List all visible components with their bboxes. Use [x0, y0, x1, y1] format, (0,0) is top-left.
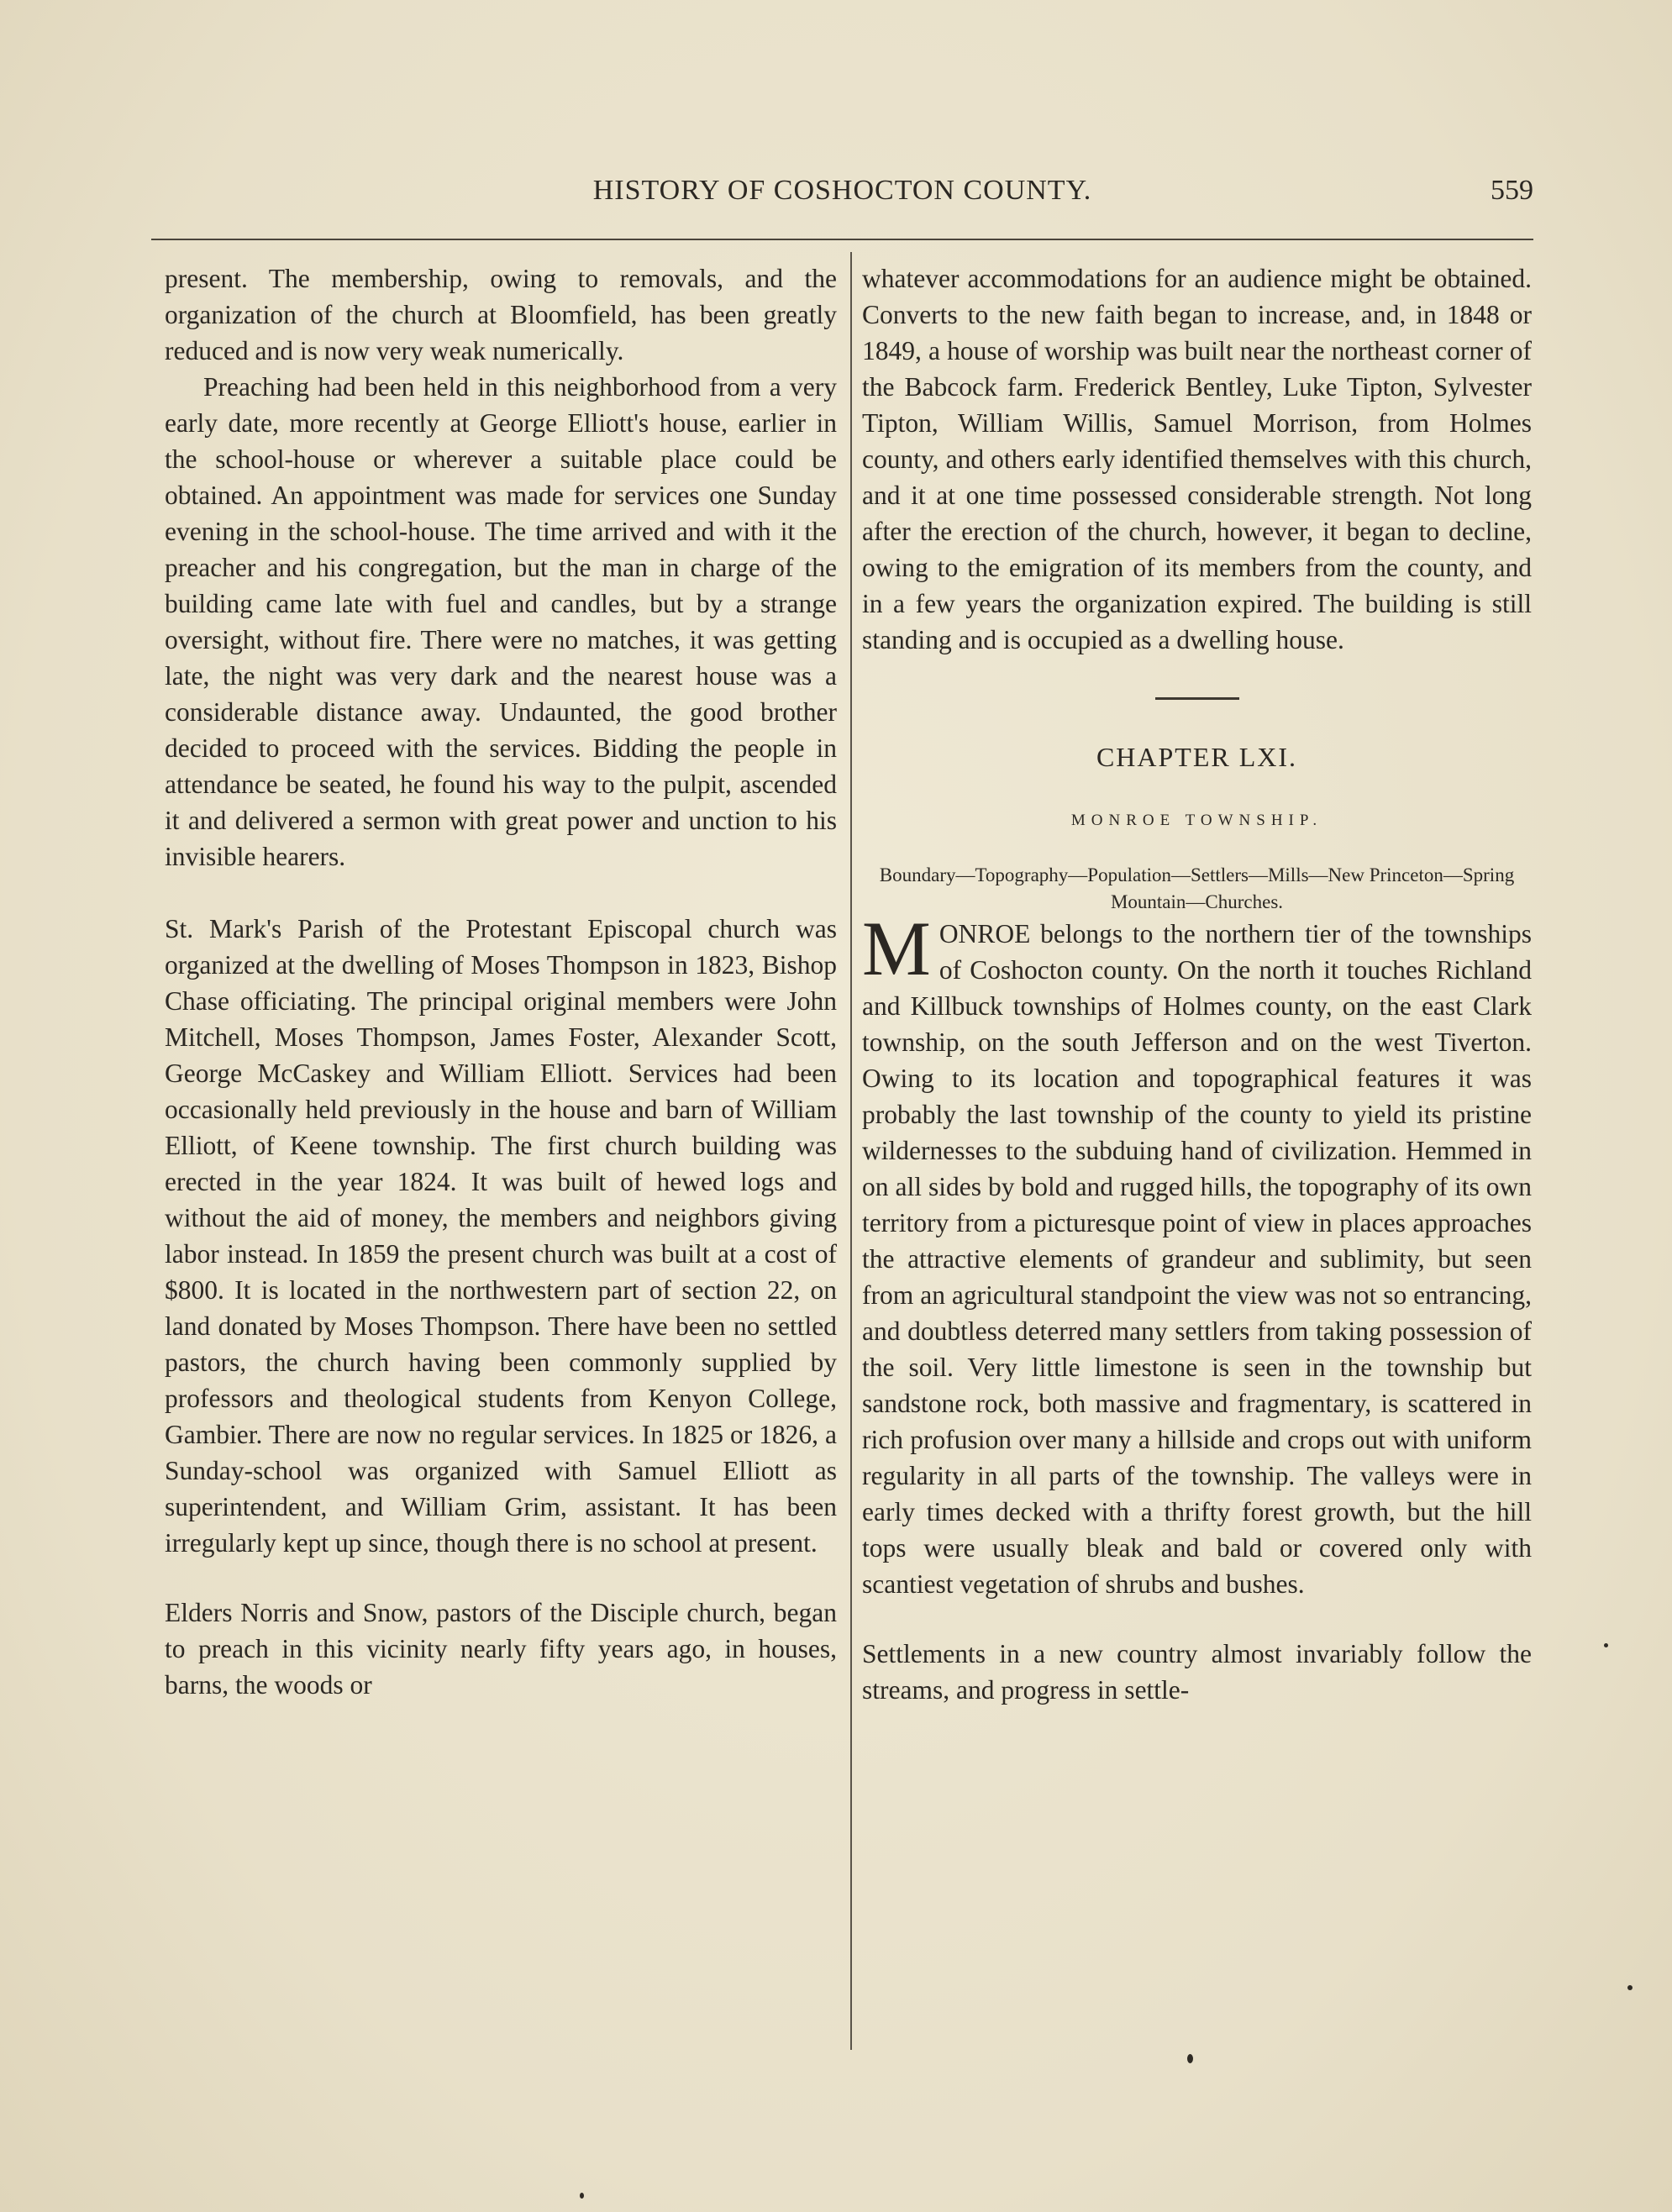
- left-paragraph-2: Preaching had been held in this neighborhood from a very early date, more recently at George Elliott's house, earlier in the school-house or wherever a suitable place could be obtained. An appointment was made for services one Sunday evening in the school-house. The time arrived and with it the preacher and his congregation, but the man in charge of the building came late with fuel and candles, but by a strange oversight, without fire. There were no matches, it was getting late, the night was very dark and the nearest house was a considerable distance away. Undaunted, the good brother decided to proceed with the services. Bidding the people in attendance be seated, he found his way to the pulpit, ascended it and delivered a sermon with great power and unction to his invisible hearers.: [165, 372, 837, 871]
- right-paragraph-1: whatever accommodations for an audience might be obtained. Converts to the new faith began to increase, and, in 1848 or 1849, a house of worship was built near the northeast corner of the Babcock farm. Frederick Bentley, Luke Tipton, Sylvester Tipton, William Willis, Samuel Morrison, from Holmes county, and others early identified themselves with this church, and it at one time possessed considerable strength. Not long after the erection of the church, however, it began to decline, owing to the emigration of its members from the county, and in a few years the organization expired. The building is still standing and is occupied as a dwelling house.: [862, 264, 1532, 654]
- left-column: [165, 260, 837, 1703]
- column-divider: [850, 252, 852, 2050]
- ink-speck: [1604, 1643, 1608, 1647]
- left-paragraph-3: St. Mark's Parish of the Protestant Episcopal church was organized at the dwelling of Moses Thompson in 1823, Bishop Chase officiating. The principal original members were John Mitchell, Moses Thompson, James Foster, Alexander Scott, George McCaskey and William Elliott. Services had been occasionally held previously in the house and barn of William Elliott, of Keene township. The first church building was erected in the year 1824. It was built of hewed logs and without the aid of money, the members and neighbors giving labor instead. In 1859 the present church was built at a cost of $800. It is located in the northwestern part of section 22, on land donated by Moses Thompson. There have been no settled pastors, the church having been commonly supplied by professors and theological students from Kenyon College, Gambier. There are now no regular services. In 1825 or 1826, a Sunday-school was organized with Samuel Elliott as superintendent, and William Grim, assistant. It has been irregularly kept up since, though there is no school at present.: [165, 914, 837, 1558]
- chapter-opening-paragraph: [862, 906, 1532, 1602]
- running-head: [151, 175, 1533, 213]
- ink-speck: [1627, 1985, 1633, 1990]
- left-paragraph-1: present. The membership, owing to removals, and the organization of the church at Bloomfield, has been greatly reduced and is now very weak numerically.: [165, 264, 837, 365]
- page-number: 559: [1491, 175, 1533, 206]
- ink-speck: [580, 2193, 584, 2199]
- chapter-subtitle: MONROE TOWNSHIP.: [1070, 812, 1323, 829]
- chapter-title: CHAPTER LXI.: [1096, 742, 1298, 772]
- chapter-summary: Boundary—Topography—Population—Settlers—Mills—New Princeton—Spring Mountain—Churches.: [879, 864, 1515, 912]
- chapter-opening-text: ONROE belongs to the northern tier of the townships of Coshocton county. On the north it touches Richland and Killbuck townships of Holmes county, on the east Clark township, on the south Jefferson and on the west Tiverton. Owing to its location and topographical features it was probably the last township of the county to yield its pristine wildernesses to the subduing hand of civilization. Hemmed in on all sides by bold and rugged hills, the topography of its own territory from a picturesque point of view in places approaches the attractive elements of grandeur and sublimity, but seen from an agricultural standpoint the view was not so entrancing, and doubtless deterred many settlers from taking possession of the soil. Very little limestone is seen in the township but sandstone rock, both massive and fragmentary, is scattered in rich profusion over many a hillside and crops out with uniform regularity in all parts of the township. The valleys were in early times decked with a thrifty forest growth, but the hill tops were usually bleak and bald or covered only with scantiest vegetation of shrubs and bushes.: [862, 919, 1532, 1599]
- section-rule: [1155, 697, 1239, 700]
- drop-cap: M: [862, 906, 931, 991]
- right-column: [862, 260, 1532, 1708]
- right-paragraph-3: Settlements in a new country almost invariably follow the streams, and progress in settle-: [862, 1639, 1532, 1705]
- header-rule: [151, 239, 1533, 240]
- left-paragraph-4: Elders Norris and Snow, pastors of the Disciple church, began to preach in this vicinity nearly fifty years ago, in houses, barns, the woods or: [165, 1598, 837, 1700]
- running-title: HISTORY OF COSHOCTON COUNTY.: [592, 175, 1092, 206]
- ink-speck: [1187, 2054, 1193, 2063]
